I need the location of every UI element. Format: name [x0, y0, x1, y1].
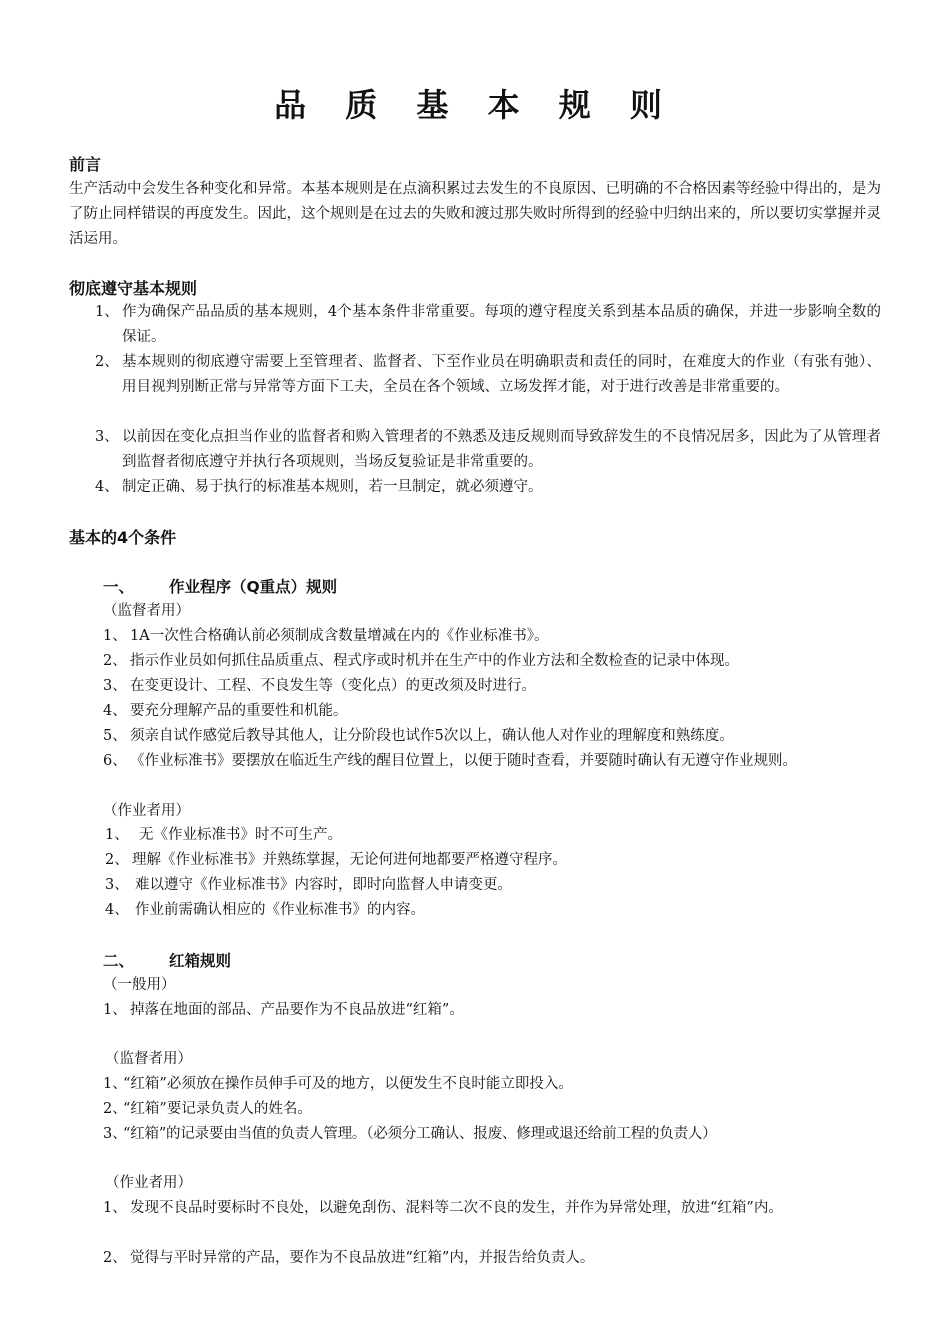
item-text: 指示作业员如何抓住品质重点、程式序或时机并在生产中的作业方法和全数检查的记录中体现。	[130, 653, 739, 669]
s2-supervisor-item-2	[103, 1097, 881, 1122]
item-number: 1、	[105, 827, 129, 843]
item-text: “红箱”要记录负责人的姓名。	[123, 1101, 312, 1117]
worker-label: （作业者用）	[103, 803, 190, 819]
s1-supervisor-item-3	[103, 674, 881, 699]
observe-item-1	[95, 300, 881, 350]
general-label: （一般用）	[103, 977, 176, 993]
item-text: 作为确保产品品质的基本规则，4个基本条件非常重要。每项的遵守程度关系到基本品质的确保，并进一步影响全数的保证。	[122, 304, 881, 345]
item-number: 4、	[105, 902, 129, 918]
supervisor-label: （监督者用）	[103, 603, 190, 619]
item-text: 理解《作业标准书》并熟练掌握，无论何进何地都要严格遵守程序。	[132, 852, 567, 868]
item-number: 2、	[103, 1250, 127, 1266]
section-2-heading	[103, 949, 231, 971]
item-number: 3、	[103, 1126, 127, 1142]
item-text: 在变更设计、工程、不良发生等（变化点）的更改须及时进行。	[130, 678, 536, 694]
item-number: 6、	[103, 753, 127, 769]
section-number: 一、	[103, 578, 135, 596]
item-text: 制定正确、易于执行的标准基本规则，若一旦制定，就必须遵守。	[122, 479, 543, 495]
item-text: 要充分理解产品的重要性和机能。	[130, 703, 348, 719]
item-number: 4、	[103, 703, 127, 719]
s1-supervisor-item-5	[103, 724, 881, 749]
item-text: 难以遵守《作业标准书》内容时，即时向监督人申请变更。	[135, 877, 512, 893]
supervisor-label: （监督者用）	[105, 1051, 192, 1067]
item-number: 2、	[103, 653, 127, 669]
item-text: 发现不良品时要标时不良处，以避免刮伤、混料等二次不良的发生，并作为异常处理，放进“红箱”内。	[130, 1200, 783, 1216]
s1-worker-item-3	[105, 873, 881, 898]
item-text: 须亲自试作感觉后教导其他人，让分阶段也试作5次以上，确认他人对作业的理解度和熟练度。	[130, 728, 734, 744]
worker-label: （作业者用）	[105, 1175, 192, 1191]
item-number: 3、	[95, 429, 119, 445]
item-number: 1、	[103, 1076, 127, 1092]
s1-supervisor-item-2	[103, 649, 881, 674]
preface-text: 生产活动中会发生各种变化和异常。本基本规则是在点滴积累过去发生的不良原因、已明确的不合格因素等经验中得出的，是为了防止同样错误的再度发生。因此，这个规则是在过去的失败和渡过那失败时所得到的经验中归纳出来的，所以要切实掌握并灵活运用。	[69, 181, 881, 247]
item-number: 2、	[95, 354, 119, 370]
s1-worker-item-2	[105, 848, 881, 873]
item-number: 1、	[103, 1200, 127, 1216]
section-title: 红箱规则	[169, 952, 232, 970]
item-text: 《作业标准书》要摆放在临近生产线的醒目位置上，以便于随时查看，并要随时确认有无遵守作业规则。	[130, 753, 797, 769]
observe-item-4	[95, 475, 881, 500]
s2-supervisor-item-1	[103, 1072, 881, 1097]
s2-worker-item-1	[103, 1196, 881, 1221]
s2-worker-item-2	[103, 1246, 881, 1271]
item-text: 1A一次性合格确认前必须制成含数量增减在内的《作业标准书》。	[130, 628, 549, 644]
item-number: 4、	[95, 479, 119, 495]
page-title: 品 质 基 本 规 则	[274, 86, 676, 124]
s2-general-item-1	[103, 998, 881, 1023]
section-number: 二、	[103, 952, 135, 970]
item-text: “红箱”的记录要由当值的负责人管理。（必须分工确认、报废、修理或退还给前工程的负责人）	[123, 1126, 717, 1142]
item-text: 觉得与平时异常的产品，要作为不良品放进“红箱”内，并报告给负责人。	[130, 1250, 595, 1266]
s2-supervisor-item-3	[103, 1122, 881, 1147]
s1-supervisor-item-1	[103, 624, 881, 649]
item-number: 2、	[103, 1101, 127, 1117]
item-number: 2、	[105, 852, 129, 868]
observe-item-3	[95, 425, 881, 475]
observe-heading: 彻底遵守基本规则	[69, 279, 198, 298]
item-text: 基本规则的彻底遵守需要上至管理者、监督者、下至作业员在明确职责和责任的同时，在难度大的作业（有张有弛）、用目视判别断正常与异常等方面下工夫，全员在各个领域、立场发挥才能，对于进行改善是非常重要的。	[122, 354, 881, 395]
item-number: 3、	[103, 678, 127, 694]
item-text: 作业前需确认相应的《作业标准书》的内容。	[135, 902, 425, 918]
item-text: “红箱”必须放在操作员伸手可及的地方，以便发生不良时能立即投入。	[123, 1076, 573, 1092]
s1-worker-item-1	[105, 823, 881, 848]
item-number: 1、	[103, 1002, 127, 1018]
conditions-heading: 基本的4个条件	[69, 528, 177, 547]
section-1-heading	[103, 575, 337, 597]
item-number: 5、	[103, 728, 127, 744]
item-text: 掉落在地面的部品、产品要作为不良品放进“红箱”。	[130, 1002, 464, 1018]
item-number: 3、	[105, 877, 129, 893]
s1-worker-item-4	[105, 898, 881, 923]
s1-supervisor-item-4	[103, 699, 881, 724]
observe-item-2	[95, 350, 881, 400]
item-text: 以前因在变化点担当作业的监督者和购入管理者的不熟悉及违反规则而导致辞发生的不良情况居多，因此为了从管理者到监督者彻底遵守并执行各项规则，当场反复验证是非常重要的。	[122, 429, 881, 470]
item-text: 无《作业标准书》时不可生产。	[139, 827, 342, 843]
preface-heading: 前言	[69, 155, 102, 174]
s1-supervisor-item-6	[103, 749, 881, 774]
item-number: 1、	[95, 304, 119, 320]
item-number: 1、	[103, 628, 127, 644]
section-title: 作业程序（Q重点）规则	[169, 578, 338, 596]
